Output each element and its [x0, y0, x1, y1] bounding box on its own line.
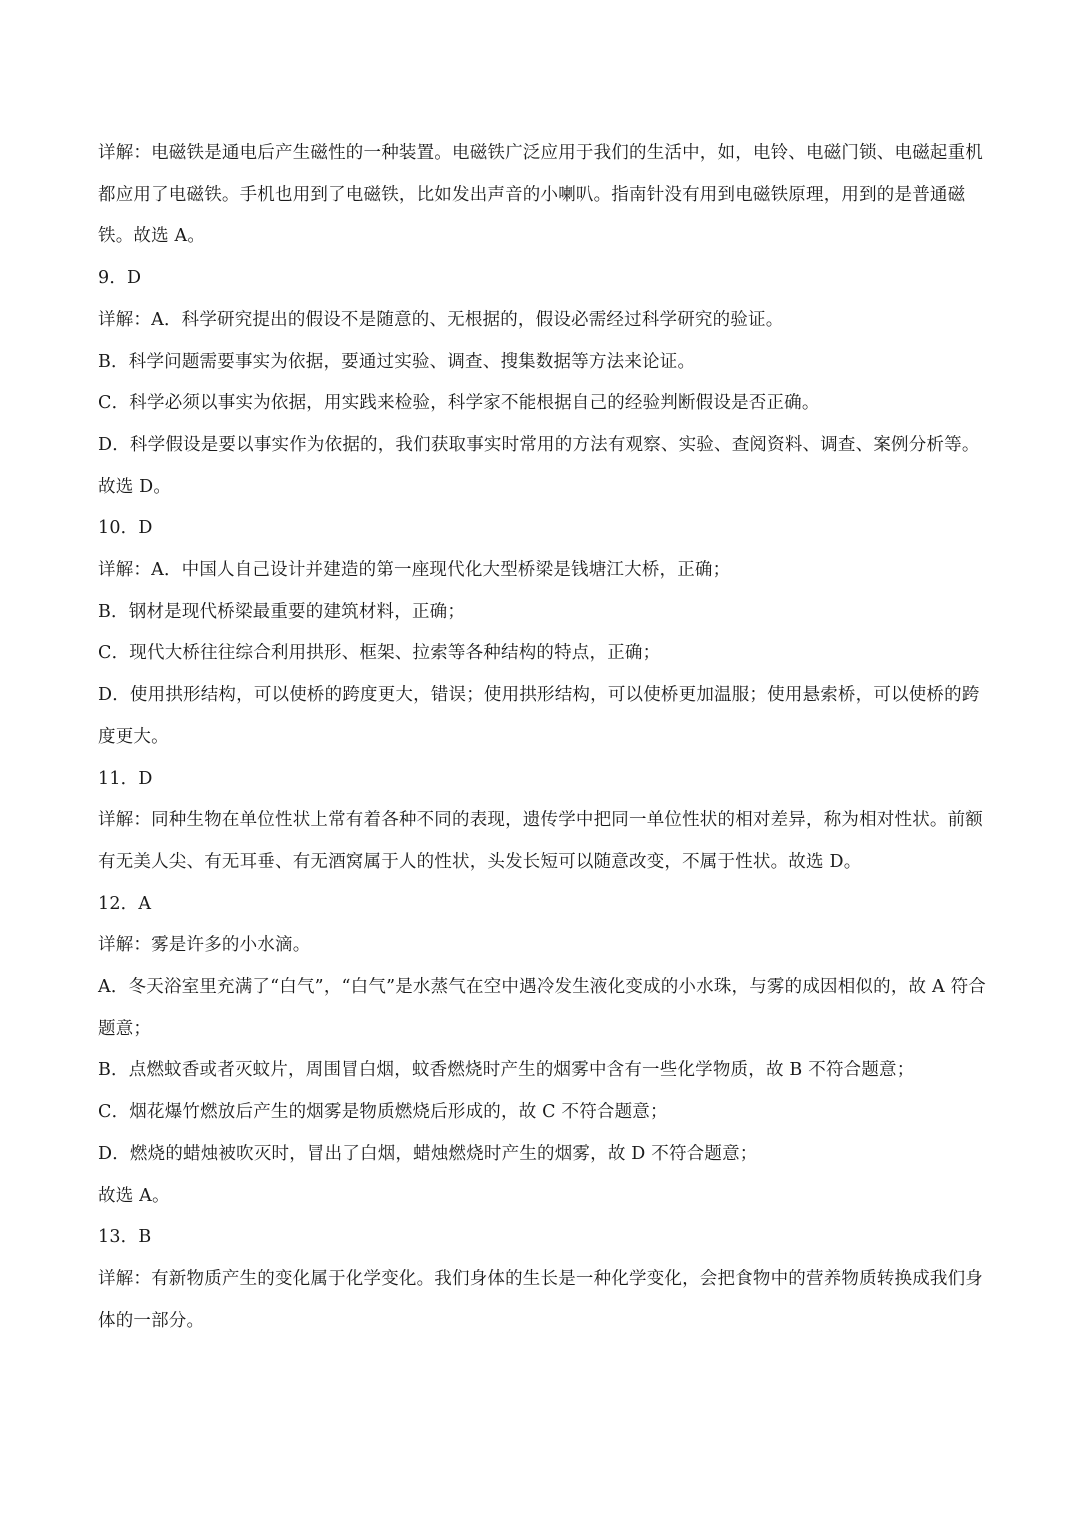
explanation-10-option-a: 详解：A．中国人自己设计并建造的第一座现代化大型桥梁是钱塘江大桥，正确；: [98, 560, 731, 581]
explanation-10-option-b: B．钢材是现代桥梁最重要的建筑材料，正确；: [98, 601, 466, 622]
explanation-12-option-d: D．燃烧的蜡烛被吹灭时，冒出了白烟，蜡烛燃烧时产生的烟雾，故 D 不符合题意；: [98, 1143, 758, 1164]
explanation-9-option-d: D．科学假设是要以事实作为依据的，我们获取事实时常用的方法有观察、实验、查阅资料、调查、案例分析等。: [98, 434, 980, 455]
explanation-10-option-d: D．使用拱形结构，可以使桥的跨度更大，错误；使用拱形结构，可以使桥更加温服；使用悬索桥，可以使桥的跨度更大。: [98, 685, 980, 747]
question-13-answer: 13．B: [98, 1227, 152, 1248]
question-11-answer: 11．D: [98, 768, 153, 789]
question-10-answer: 10．D: [98, 518, 153, 539]
explanation-12-option-c: C．烟花爆竹燃放后产生的烟雾是物质燃烧后形成的，故 C 不符合题意；: [98, 1102, 668, 1123]
explanation-13-text: 详解：有新物质产生的变化属于化学变化。我们身体的生长是一种化学变化，会把食物中的营养物质转换成我们身体的一部分。: [98, 1268, 983, 1331]
explanation-10-option-c: C．现代大桥往往综合利用拱形、框架、拉索等各种结构的特点，正确；: [98, 643, 661, 664]
question-9-answer: 9．D: [98, 268, 142, 289]
explanation-9-conclusion: 故选 D。: [98, 476, 172, 497]
explanation-12-conclusion: 故选 A。: [98, 1185, 170, 1206]
explanation-12-option-b: B．点燃蚊香或者灭蚊片，周围冒白烟，蚊香燃烧时产生的烟雾中含有一些化学物质，故 B 不符合题意；: [98, 1060, 915, 1081]
explanation-9-option-b: B．科学问题需要事实为依据，要通过实验、调查、搜集数据等方法来论证。: [98, 351, 696, 372]
explanation-8-text: 详解：电磁铁是通电后产生磁性的一种装置。电磁铁广泛应用于我们的生活中，如，电铃、电磁门锁、电磁起重机都应用了电磁铁。手机也用到了电磁铁，比如发出声音的小喇叭。指南针没有用到电磁铁原理，用到的是普通磁铁。故选 A。: [98, 143, 983, 247]
answer-explanations: [98, 133, 988, 1342]
explanation-9-option-a: 详解：A．科学研究提出的假设不是随意的、无根据的，假设必需经过科学研究的验证。: [98, 309, 784, 330]
explanation-11-text: 详解：同种生物在单位性状上常有着各种不同的表现，遗传学中把同一单位性状的相对差异，称为相对性状。前额有无美人尖、有无耳垂、有无酒窝属于人的性状，头发长短可以随意改变，不属于性状。故选 D。: [98, 810, 983, 872]
explanation-12-intro: 详解：雾是许多的小水滴。: [98, 935, 311, 956]
explanation-12-option-a: A．冬天浴室里充满了“白气”，“白气”是水蒸气在空中遇冷发生液化变成的小水珠，与雾的成因相似的，故 A 符合题意；: [98, 977, 986, 1039]
explanation-9-option-c: C．科学必须以事实为依据，用实践来检验，科学家不能根据自己的经验判断假设是否正确。: [98, 393, 820, 414]
question-12-answer: 12．A: [98, 893, 152, 914]
